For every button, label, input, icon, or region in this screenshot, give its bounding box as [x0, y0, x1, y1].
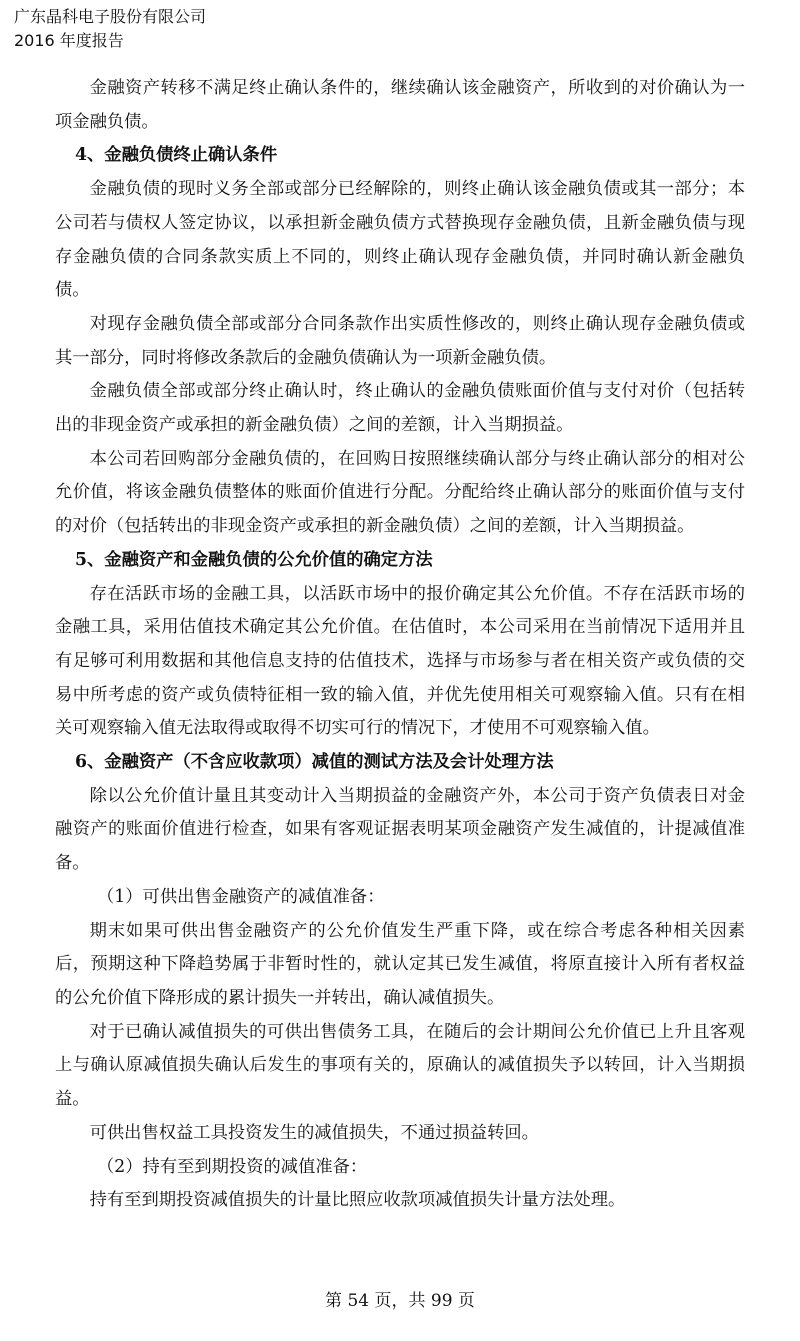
paragraph: 除以公允价值计量且其变动计入当期损益的金融资产外，本公司于资产负债表日对金融资产的账面价值进行检查，如果有客观证据表明某项金融资产发生减值的，计提减值准备。: [55, 785, 745, 874]
page-number: 第 54 页，共 99 页: [325, 1291, 475, 1311]
paragraph: 对现存金融负债全部或部分合同条款作出实质性修改的，则终止确认现存金融负债或其一部分，同时将修改条款后的金融负债确认为一项新金融负债。: [55, 313, 745, 368]
section-heading: 6、金融资产（不含应收款项）减值的测试方法及会计处理方法: [75, 752, 554, 773]
company-name: 广东晶科电子股份有限公司: [14, 7, 207, 26]
paragraph: 金融资产转移不满足终止确认条件的，继续确认该金融资产，所收到的对价确认为一项金融负债。: [55, 78, 745, 132]
paragraph: 本公司若回购部分金融负债的，在回购日按照继续确认部分与终止确认部分的相对公允价值，将该金融负债整体的账面价值进行分配。分配给终止确认部分的账面价值与支付的对价（包括转出的非现金资产或承担的新金融负债）之间的差额，计入当期损益。: [55, 448, 745, 537]
paragraph: 金融负债全部或部分终止确认时，终止确认的金融负债账面价值与支付对价（包括转出的非现金资产或承担的新金融负债）之间的差额，计入当期损益。: [55, 381, 745, 436]
section-heading: 5、金融资产和金融负债的公允价值的确定方法: [75, 549, 433, 570]
paragraph: 可供出售权益工具投资发生的减值损失，不通过损益转回。: [89, 1122, 539, 1143]
subsection-heading: （1）可供出售金融资产的减值准备：: [97, 886, 385, 907]
paragraph: 对于已确认减值损失的可供出售债务工具，在随后的会计期间公允价值已上升且客观上与确认原减值损失确认后发生的事项有关的，原确认的减值损失予以转回，计入当期损益。: [55, 1021, 745, 1110]
report-title: 2016 年度报告: [14, 31, 124, 50]
paragraph: 持有至到期投资减值损失的计量比照应收款项减值损失计量方法处理。: [89, 1190, 626, 1211]
paragraph: 金融负债的现时义务全部或部分已经解除的，则终止确认该金融负债或其一部分；本公司若与债权人签定协议，以承担新金融负债方式替换现存金融负债，且新金融负债与现存金融负债的合同条款实质上不同的，则终止确认现存金融负债，并同时确认新金融负债。: [55, 179, 745, 301]
document-body: [55, 72, 745, 1218]
section-heading: 4、金融负债终止确认条件: [75, 145, 278, 166]
paragraph: 期末如果可供出售金融资产的公允价值发生严重下降，或在综合考虑各种相关因素后，预期这种下降趋势属于非暂时性的，就认定其已发生减值，将原直接计入所有者权益的公允价值下降形成的累计损失一并转出，确认减值损失。: [55, 920, 745, 1008]
report-header: [14, 5, 206, 53]
paragraph: 存在活跃市场的金融工具，以活跃市场中的报价确定其公允价值。不存在活跃市场的金融工具，采用估值技术确定其公允价值。在估值时，本公司采用在当前情况下适用并且有足够可利用数据和其他信息支持的估值技术，选择与市场参与者在相关资产或负债的交易中所考虑的资产或负债特征相一致的输入值，并优先使用相关可观察输入值。只有在相关可观察输入值无法取得或取得不切实可行的情况下，才使用不可观察输入值。: [55, 583, 745, 739]
subsection-heading: （2）持有至到期投资的减值准备：: [97, 1156, 368, 1177]
